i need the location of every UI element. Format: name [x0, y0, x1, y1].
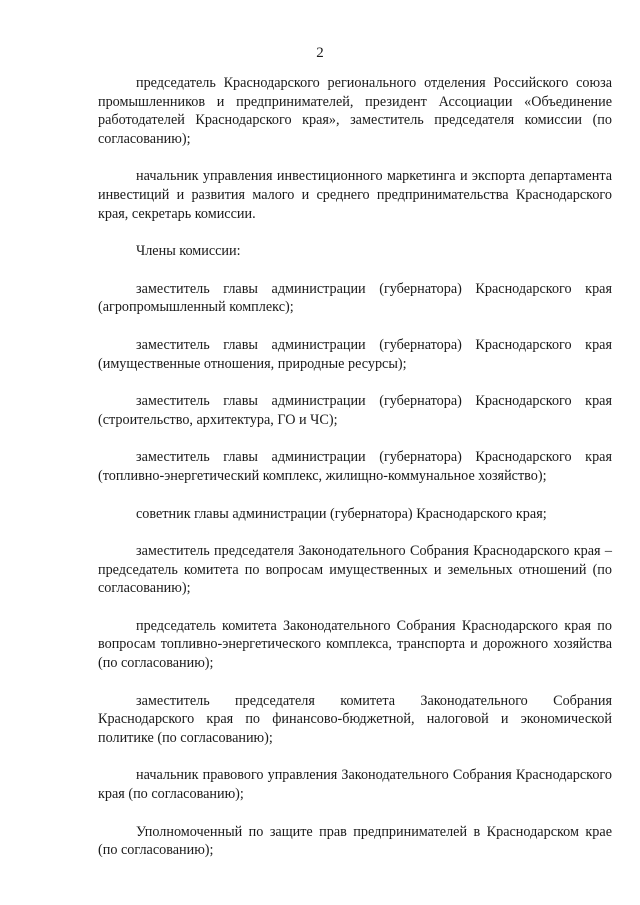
paragraph-member-property: заместитель главы администрации (губернатора) Краснодарского края (имущественные отношения, природные ресурсы); [98, 336, 612, 372]
paragraph-member-ombudsman: Уполномоченный по защите прав предпринимателей в Краснодарском крае (по согласованию); [98, 823, 612, 859]
paragraph-member-energy: заместитель главы администрации (губернатора) Краснодарского края (топливно-энергетический комплекс, жилищно-коммунальное хозяйство); [98, 449, 612, 484]
paragraph-member-construction: заместитель главы администрации (губернатора) Краснодарского края (строительство, архитектура, ГО и ЧС); [98, 393, 612, 428]
document-body [98, 74, 612, 860]
paragraph-member-budget-committee: заместитель председателя комитета Законодательного Собрания Краснодарского края по финансово-бюджетной, налоговой и экономической политике (по согласованию); [98, 692, 612, 746]
paragraph-member-legal-department: начальник правового управления Законодательного Собрания Краснодарского края (по согласованию); [98, 767, 612, 803]
paragraph-deputy-chair-rspp: председатель Краснодарского регионального отделения Российского союза промышленников и предпринимателей, президент Ассоциации «Объединение работодателей Краснодарского края», заместитель председателя комиссии (по согласованию); [98, 75, 612, 147]
page-number: 2 [316, 45, 324, 61]
paragraph-member-agro: заместитель главы администрации (губернатора) Краснодарского края (агропромышленный комплекс); [98, 280, 612, 316]
paragraph-member-legislature-deputy-chair: заместитель председателя Законодательного Собрания Краснодарского края – председатель комитета по вопросам имущественных и земельных отношений (по согласованию); [98, 543, 612, 597]
paragraph-members-heading: Члены комиссии: [136, 243, 241, 260]
paragraph-commission-secretary: начальник управления инвестиционного маркетинга и экспорта департамента инвестиций и развития малого и среднего предпринимательства Краснодарского края, секретарь комиссии. [98, 168, 612, 222]
paragraph-member-fuel-committee: председатель комитета Законодательного Собрания Краснодарского края по вопросам топливно-энергетического комплекса, транспорта и дорожного хозяйства (по согласованию); [98, 617, 612, 672]
paragraph-member-advisor: советник главы администрации (губернатора) Краснодарского края; [136, 505, 547, 522]
